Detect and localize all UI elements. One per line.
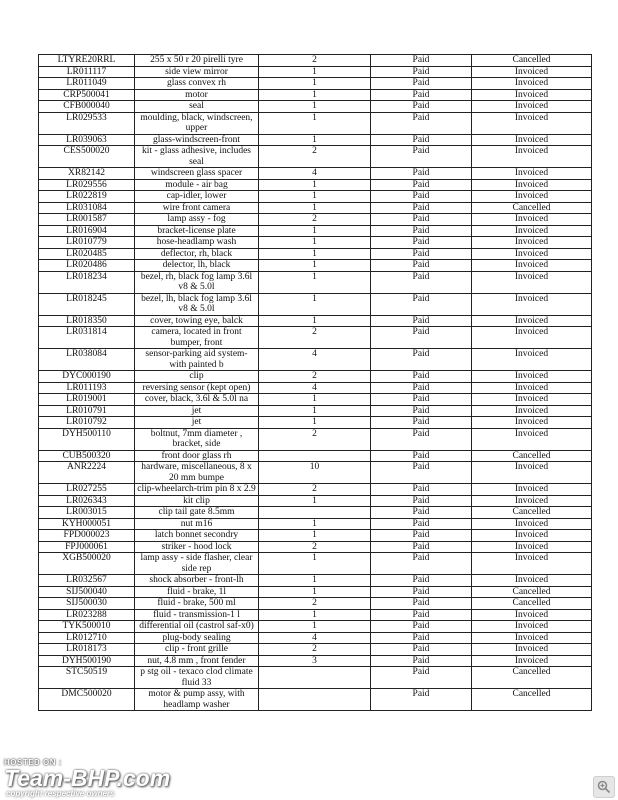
part-number-cell: LR016904 xyxy=(39,225,135,237)
part-number-cell: LR003015 xyxy=(39,507,135,519)
table-row xyxy=(39,621,592,633)
description-cell: module - air bag xyxy=(135,179,259,191)
part-number-cell: LR010779 xyxy=(39,237,135,249)
payment-status-cell: Paid xyxy=(371,134,472,146)
payment-status-cell: Paid xyxy=(371,260,472,272)
description-cell: bracket-license plate xyxy=(135,225,259,237)
table-row xyxy=(39,271,592,293)
payment-status-cell: Paid xyxy=(371,598,472,610)
description-cell: motor & pump assy, with headlamp washer xyxy=(135,689,259,711)
payment-status-cell: Paid xyxy=(371,168,472,180)
part-number-cell: LR020486 xyxy=(39,260,135,272)
part-number-cell: TYK500010 xyxy=(39,621,135,633)
quantity-cell: 4 xyxy=(259,349,371,371)
order-status-cell: Invoiced xyxy=(472,293,592,315)
payment-status-cell: Paid xyxy=(371,248,472,260)
payment-status-cell: Paid xyxy=(371,484,472,496)
quantity-cell: 2 xyxy=(259,644,371,656)
order-status-cell: Invoiced xyxy=(472,371,592,383)
order-status-cell: Invoiced xyxy=(472,394,592,406)
payment-status-cell: Paid xyxy=(371,667,472,689)
order-status-cell: Cancelled xyxy=(472,586,592,598)
part-number-cell: XGB500020 xyxy=(39,553,135,575)
description-cell: cover, black, 3.6l & 5.0l na xyxy=(135,394,259,406)
quantity-cell: 1 xyxy=(259,575,371,587)
table-row xyxy=(39,89,592,101)
description-cell: nut m16 xyxy=(135,518,259,530)
payment-status-cell: Paid xyxy=(371,462,472,484)
payment-status-cell: Paid xyxy=(371,349,472,371)
order-status-cell: Cancelled xyxy=(472,689,592,711)
part-number-cell: LR020485 xyxy=(39,248,135,260)
watermark-hosted-on: HOSTED ON : xyxy=(4,758,62,767)
table-row xyxy=(39,202,592,214)
table-row xyxy=(39,632,592,644)
quantity-cell: 2 xyxy=(259,484,371,496)
order-status-cell: Invoiced xyxy=(472,214,592,226)
description-cell: delector, lh, black xyxy=(135,260,259,272)
quantity-cell: 1 xyxy=(259,518,371,530)
description-cell: cover, towing eye, balck xyxy=(135,315,259,327)
order-status-cell: Invoiced xyxy=(472,417,592,429)
order-status-cell: Invoiced xyxy=(472,428,592,450)
part-number-cell: LR027255 xyxy=(39,484,135,496)
order-status-cell: Invoiced xyxy=(472,609,592,621)
order-status-cell: Invoiced xyxy=(472,553,592,575)
quantity-cell: 1 xyxy=(259,586,371,598)
description-cell: clip xyxy=(135,371,259,383)
payment-status-cell: Paid xyxy=(371,271,472,293)
watermark-brand: Team-BHP.com xyxy=(4,765,171,791)
order-status-cell: Invoiced xyxy=(472,78,592,90)
table-row xyxy=(39,315,592,327)
table-row xyxy=(39,248,592,260)
part-number-cell: LR032567 xyxy=(39,575,135,587)
description-cell: side view mirror xyxy=(135,66,259,78)
order-status-cell: Invoiced xyxy=(472,495,592,507)
payment-status-cell: Paid xyxy=(371,530,472,542)
description-cell: front door glass rh xyxy=(135,450,259,462)
quantity-cell: 1 xyxy=(259,66,371,78)
table-row xyxy=(39,518,592,530)
quantity-cell: 1 xyxy=(259,495,371,507)
part-number-cell: LR011193 xyxy=(39,382,135,394)
order-status-cell: Invoiced xyxy=(472,349,592,371)
quantity-cell: 1 xyxy=(259,417,371,429)
order-status-cell: Invoiced xyxy=(472,541,592,553)
quantity-cell: 3 xyxy=(259,655,371,667)
quantity-cell: 1 xyxy=(259,530,371,542)
table-row xyxy=(39,541,592,553)
order-status-cell: Cancelled xyxy=(472,55,592,67)
payment-status-cell: Paid xyxy=(371,655,472,667)
quantity-cell: 1 xyxy=(259,248,371,260)
order-status-cell: Invoiced xyxy=(472,405,592,417)
quantity-cell xyxy=(259,450,371,462)
description-cell: windscreen glass spacer xyxy=(135,168,259,180)
payment-status-cell: Paid xyxy=(371,382,472,394)
description-cell: shock absorber - front-lh xyxy=(135,575,259,587)
description-cell: kit clip xyxy=(135,495,259,507)
part-number-cell: DYC000190 xyxy=(39,371,135,383)
description-cell: p stg oil - texaco clod climate fluid 33 xyxy=(135,667,259,689)
payment-status-cell: Paid xyxy=(371,428,472,450)
table-row xyxy=(39,371,592,383)
part-number-cell: SIJ500030 xyxy=(39,598,135,610)
description-cell: clip tail gate 8.5mm xyxy=(135,507,259,519)
quantity-cell: 2 xyxy=(259,146,371,168)
quantity-cell: 1 xyxy=(259,293,371,315)
description-cell: kit - glass adhesive, includes seal xyxy=(135,146,259,168)
payment-status-cell: Paid xyxy=(371,553,472,575)
description-cell: cap-idler, lower xyxy=(135,191,259,203)
table-row xyxy=(39,655,592,667)
description-cell: sensor-parking aid system-with painted b xyxy=(135,349,259,371)
description-cell: glass convex rh xyxy=(135,78,259,90)
order-status-cell: Invoiced xyxy=(472,225,592,237)
description-cell: reversing sensor (kept open) xyxy=(135,382,259,394)
quantity-cell: 2 xyxy=(259,214,371,226)
quantity-cell: 1 xyxy=(259,553,371,575)
table-row xyxy=(39,134,592,146)
part-number-cell: LR019001 xyxy=(39,394,135,406)
part-number-cell: LR022819 xyxy=(39,191,135,203)
zoom-button[interactable] xyxy=(593,776,615,798)
description-cell: boltnut, 7mm diameter , bracket, side xyxy=(135,428,259,450)
part-number-cell: FPJ000061 xyxy=(39,541,135,553)
part-number-cell: ANR2224 xyxy=(39,462,135,484)
quantity-cell: 2 xyxy=(259,371,371,383)
table-row xyxy=(39,191,592,203)
table-row xyxy=(39,495,592,507)
part-number-cell: LR038084 xyxy=(39,349,135,371)
quantity-cell: 2 xyxy=(259,55,371,67)
description-cell: hardware, miscellaneous, 8 x 20 mm bumpe xyxy=(135,462,259,484)
quantity-cell: 2 xyxy=(259,541,371,553)
order-status-cell: Invoiced xyxy=(472,112,592,134)
payment-status-cell: Paid xyxy=(371,394,472,406)
table-row xyxy=(39,462,592,484)
payment-status-cell: Paid xyxy=(371,644,472,656)
table-row xyxy=(39,112,592,134)
order-status-cell: Invoiced xyxy=(472,315,592,327)
table-row xyxy=(39,428,592,450)
table-row xyxy=(39,450,592,462)
table-row xyxy=(39,530,592,542)
table-row xyxy=(39,586,592,598)
order-status-cell: Cancelled xyxy=(472,507,592,519)
part-number-cell: LR023288 xyxy=(39,609,135,621)
order-status-cell: Invoiced xyxy=(472,168,592,180)
part-number-cell: LR012710 xyxy=(39,632,135,644)
quantity-cell: 1 xyxy=(259,112,371,134)
table-row xyxy=(39,179,592,191)
payment-status-cell: Paid xyxy=(371,495,472,507)
quantity-cell: 1 xyxy=(259,225,371,237)
quantity-cell: 4 xyxy=(259,632,371,644)
table-row xyxy=(39,507,592,519)
order-status-cell: Invoiced xyxy=(472,632,592,644)
order-status-cell: Invoiced xyxy=(472,621,592,633)
table-row xyxy=(39,327,592,349)
part-number-cell: DYH500190 xyxy=(39,655,135,667)
order-status-cell: Cancelled xyxy=(472,450,592,462)
order-status-cell: Invoiced xyxy=(472,237,592,249)
quantity-cell: 1 xyxy=(259,101,371,113)
order-status-cell: Invoiced xyxy=(472,134,592,146)
part-number-cell: LR001587 xyxy=(39,214,135,226)
table-row xyxy=(39,689,592,711)
payment-status-cell: Paid xyxy=(371,315,472,327)
quantity-cell: 1 xyxy=(259,191,371,203)
order-status-cell: Invoiced xyxy=(472,260,592,272)
payment-status-cell: Paid xyxy=(371,405,472,417)
payment-status-cell: Paid xyxy=(371,202,472,214)
table-row xyxy=(39,575,592,587)
part-number-cell: FPD000023 xyxy=(39,530,135,542)
description-cell: fluid - transmission-1 l xyxy=(135,609,259,621)
payment-status-cell: Paid xyxy=(371,518,472,530)
part-number-cell: DMC500020 xyxy=(39,689,135,711)
payment-status-cell: Paid xyxy=(371,417,472,429)
order-status-cell: Invoiced xyxy=(472,518,592,530)
description-cell: plug-body sealing xyxy=(135,632,259,644)
description-cell: camera, located in front bumper, front xyxy=(135,327,259,349)
table-row xyxy=(39,293,592,315)
description-cell: jet xyxy=(135,405,259,417)
description-cell: bezel, lh, black fog lamp 3.6l v8 & 5.0l xyxy=(135,293,259,315)
payment-status-cell: Paid xyxy=(371,66,472,78)
part-number-cell: LR018245 xyxy=(39,293,135,315)
quantity-cell: 1 xyxy=(259,78,371,90)
description-cell: bezel, rh, black fog lamp 3.6l v8 & 5.0l xyxy=(135,271,259,293)
quantity-cell: 1 xyxy=(259,260,371,272)
description-cell: nut, 4.8 mm , front fender xyxy=(135,655,259,667)
payment-status-cell: Paid xyxy=(371,78,472,90)
table-row xyxy=(39,214,592,226)
part-number-cell: LR039063 xyxy=(39,134,135,146)
order-status-cell: Invoiced xyxy=(472,382,592,394)
table-row xyxy=(39,66,592,78)
part-number-cell: CFB000040 xyxy=(39,101,135,113)
part-number-cell: LR011049 xyxy=(39,78,135,90)
table-row xyxy=(39,225,592,237)
quantity-cell: 1 xyxy=(259,134,371,146)
order-status-cell: Invoiced xyxy=(472,655,592,667)
quantity-cell xyxy=(259,667,371,689)
order-status-cell: Invoiced xyxy=(472,248,592,260)
watermark-copyright: copyright respective owners xyxy=(6,789,115,798)
quantity-cell: 1 xyxy=(259,609,371,621)
payment-status-cell: Paid xyxy=(371,327,472,349)
table-row xyxy=(39,146,592,168)
description-cell: differential oil (castrol saf-x0) xyxy=(135,621,259,633)
table-row xyxy=(39,598,592,610)
order-status-cell: Invoiced xyxy=(472,530,592,542)
description-cell: latch bonnet secondry xyxy=(135,530,259,542)
quantity-cell: 4 xyxy=(259,382,371,394)
description-cell: moulding, black, windscreen, upper xyxy=(135,112,259,134)
quantity-cell: 1 xyxy=(259,179,371,191)
payment-status-cell: Paid xyxy=(371,293,472,315)
table-row xyxy=(39,484,592,496)
order-status-cell: Invoiced xyxy=(472,575,592,587)
quantity-cell: 1 xyxy=(259,621,371,633)
order-status-cell: Invoiced xyxy=(472,179,592,191)
part-number-cell: LR029533 xyxy=(39,112,135,134)
part-number-cell: LR031084 xyxy=(39,202,135,214)
part-number-cell: LR018173 xyxy=(39,644,135,656)
description-cell: fluid - brake, 500 ml xyxy=(135,598,259,610)
description-cell: lamp assy - fog xyxy=(135,214,259,226)
order-status-cell: Invoiced xyxy=(472,146,592,168)
description-cell: wire front camera xyxy=(135,202,259,214)
quantity-cell: 1 xyxy=(259,271,371,293)
part-number-cell: LR031814 xyxy=(39,327,135,349)
part-number-cell: CUB500320 xyxy=(39,450,135,462)
quantity-cell xyxy=(259,689,371,711)
payment-status-cell: Paid xyxy=(371,632,472,644)
part-number-cell: SIJ500040 xyxy=(39,586,135,598)
description-cell: fluid - brake, 1l xyxy=(135,586,259,598)
quantity-cell: 1 xyxy=(259,315,371,327)
part-number-cell: LR018350 xyxy=(39,315,135,327)
description-cell: lamp assy - side flasher, clear side rep xyxy=(135,553,259,575)
description-cell: striker - hood lock xyxy=(135,541,259,553)
order-status-cell: Invoiced xyxy=(472,644,592,656)
quantity-cell: 1 xyxy=(259,405,371,417)
description-cell: jet xyxy=(135,417,259,429)
part-number-cell: LTYRE20RRL xyxy=(39,55,135,67)
order-status-cell: Cancelled xyxy=(472,598,592,610)
part-number-cell: DYH500110 xyxy=(39,428,135,450)
order-status-cell: Invoiced xyxy=(472,327,592,349)
table-row xyxy=(39,667,592,689)
part-number-cell: LR018234 xyxy=(39,271,135,293)
part-number-cell: CRP500041 xyxy=(39,89,135,101)
order-status-cell: Invoiced xyxy=(472,89,592,101)
table-row xyxy=(39,609,592,621)
quantity-cell: 2 xyxy=(259,428,371,450)
part-number-cell: KYH000051 xyxy=(39,518,135,530)
payment-status-cell: Paid xyxy=(371,621,472,633)
order-status-cell: Invoiced xyxy=(472,462,592,484)
table-row xyxy=(39,417,592,429)
quantity-cell: 1 xyxy=(259,89,371,101)
table-row xyxy=(39,101,592,113)
table-row xyxy=(39,382,592,394)
description-cell: seal xyxy=(135,101,259,113)
quantity-cell: 1 xyxy=(259,394,371,406)
part-number-cell: LR026343 xyxy=(39,495,135,507)
payment-status-cell: Paid xyxy=(371,450,472,462)
order-status-cell: Cancelled xyxy=(472,667,592,689)
payment-status-cell: Paid xyxy=(371,101,472,113)
order-status-cell: Cancelled xyxy=(472,202,592,214)
quantity-cell: 1 xyxy=(259,202,371,214)
table-row xyxy=(39,553,592,575)
zoom-in-icon xyxy=(597,780,611,794)
part-number-cell: STC50519 xyxy=(39,667,135,689)
quantity-cell: 4 xyxy=(259,168,371,180)
payment-status-cell: Paid xyxy=(371,112,472,134)
part-number-cell: LR029556 xyxy=(39,179,135,191)
payment-status-cell: Paid xyxy=(371,507,472,519)
description-cell: deflector, rh, black xyxy=(135,248,259,260)
team-bhp-watermark xyxy=(4,758,194,798)
part-number-cell: LR010791 xyxy=(39,405,135,417)
description-cell: glass-windscreen-front xyxy=(135,134,259,146)
table-row xyxy=(39,78,592,90)
table-row xyxy=(39,405,592,417)
payment-status-cell: Paid xyxy=(371,237,472,249)
payment-status-cell: Paid xyxy=(371,609,472,621)
table-row xyxy=(39,237,592,249)
order-status-cell: Invoiced xyxy=(472,191,592,203)
payment-status-cell: Paid xyxy=(371,55,472,67)
parts-order-table xyxy=(38,54,592,711)
description-cell: 255 x 50 r 20 pirelli tyre xyxy=(135,55,259,67)
payment-status-cell: Paid xyxy=(371,575,472,587)
table-row xyxy=(39,349,592,371)
part-number-cell: LR011117 xyxy=(39,66,135,78)
payment-status-cell: Paid xyxy=(371,89,472,101)
description-cell: motor xyxy=(135,89,259,101)
order-status-cell: Invoiced xyxy=(472,271,592,293)
part-number-cell: LR010792 xyxy=(39,417,135,429)
part-number-cell: XR82142 xyxy=(39,168,135,180)
payment-status-cell: Paid xyxy=(371,541,472,553)
payment-status-cell: Paid xyxy=(371,214,472,226)
table-row xyxy=(39,260,592,272)
quantity-cell: 2 xyxy=(259,327,371,349)
order-status-cell: Invoiced xyxy=(472,101,592,113)
description-cell: clip-wheelarch-trim pin 8 x 2.9 xyxy=(135,484,259,496)
quantity-cell xyxy=(259,507,371,519)
payment-status-cell: Paid xyxy=(371,179,472,191)
description-cell: clip - front grille xyxy=(135,644,259,656)
payment-status-cell: Paid xyxy=(371,225,472,237)
table-row xyxy=(39,55,592,67)
order-status-cell: Invoiced xyxy=(472,66,592,78)
table-row xyxy=(39,644,592,656)
quantity-cell: 1 xyxy=(259,237,371,249)
table-row xyxy=(39,394,592,406)
quantity-cell: 2 xyxy=(259,598,371,610)
table-row xyxy=(39,168,592,180)
payment-status-cell: Paid xyxy=(371,191,472,203)
payment-status-cell: Paid xyxy=(371,586,472,598)
payment-status-cell: Paid xyxy=(371,146,472,168)
part-number-cell: CES500020 xyxy=(39,146,135,168)
payment-status-cell: Paid xyxy=(371,371,472,383)
quantity-cell: 10 xyxy=(259,462,371,484)
description-cell: hose-headlamp wash xyxy=(135,237,259,249)
order-status-cell: Invoiced xyxy=(472,484,592,496)
payment-status-cell: Paid xyxy=(371,689,472,711)
